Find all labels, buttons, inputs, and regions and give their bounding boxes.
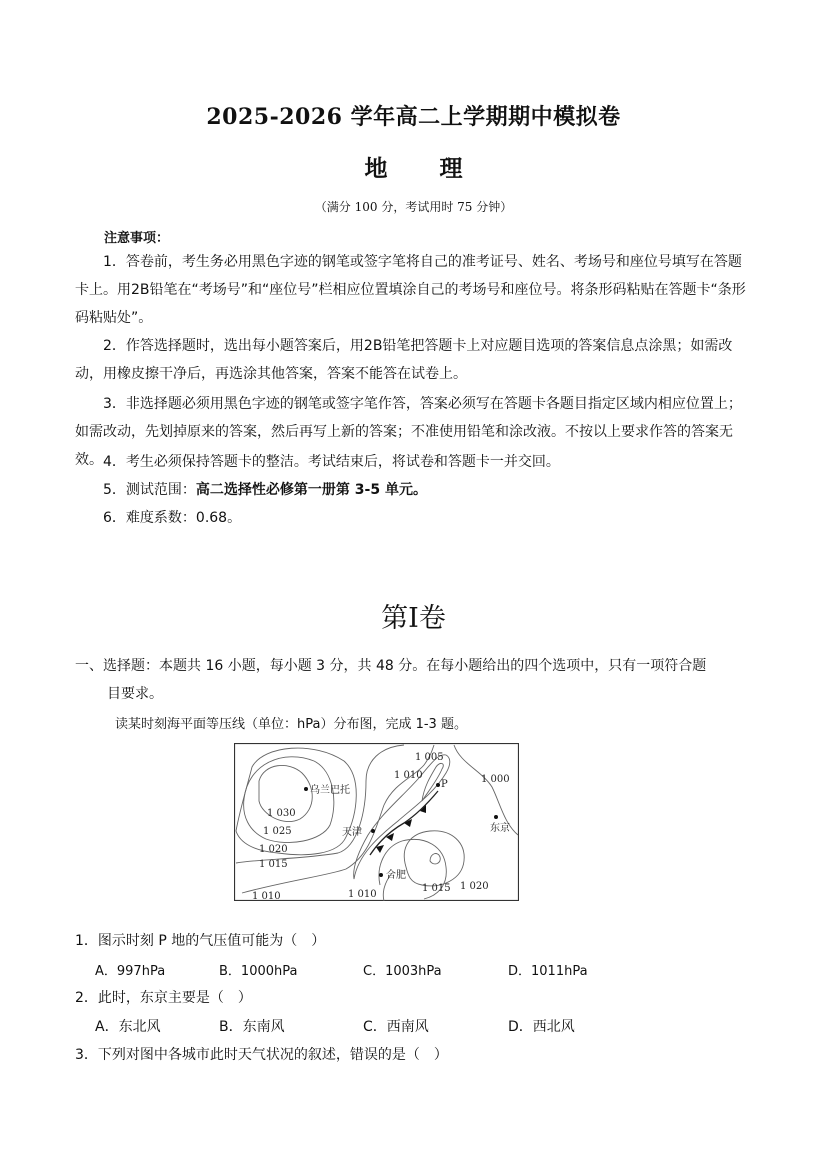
note-item-5-prefix: 5．测试范围： (103, 482, 196, 498)
notes-heading: 注意事项： (104, 231, 170, 246)
note-item-4: 4．考生必须保持答题卡的整洁。考试结束后，将试卷和答题卡一并交回。 (103, 454, 560, 470)
label-1000: 1 000 (481, 774, 510, 785)
note-item-1: 1．答卷前，考生务必用黑色字迹的钢笔或签字笔将自己的准考证号、姓名、考场号和座位号填写在答题卡上。用2B铅笔在“考场号”和“座位号”栏相应位置填涂自己的考场号和座位号。将条形码粘贴在答题卡“条形码粘贴处”。 (75, 254, 746, 326)
label-hefei: 合肥 (386, 870, 406, 881)
label-1010-top: 1 010 (394, 770, 423, 781)
question-1-option-b: B．1000hPa (219, 964, 298, 979)
ulaanbaatar-dot (304, 787, 308, 791)
question-1-option-a: A．997hPa (95, 964, 166, 979)
tokyo-dot (494, 815, 498, 819)
map-frame (235, 744, 519, 901)
exam-title: 2025-2026 学年高二上学期期中模拟卷 (206, 104, 621, 130)
label-1005: 1 005 (415, 752, 444, 763)
label-1020-left: 1 020 (259, 844, 288, 855)
section-title: 第Ⅰ卷 (381, 603, 446, 634)
note-item-6: 6．难度系数：0.68。 (103, 510, 242, 526)
question-2-option-b: B．东南风 (219, 1019, 285, 1035)
label-1015-bottom: 1 015 (422, 883, 451, 894)
question-2-stem: 2．此时，东京主要是（ ） (75, 990, 252, 1006)
label-1025: 1 025 (263, 826, 292, 837)
note-item-3: 3．非选择题必须用黑色字迹的钢笔或签字笔作答，答案必须写在答题卡各题目指定区域内相应位置上；如需改动，先划掉原来的答案，然后再写上新的答案；不准使用铅笔和涂改液。不按以上要求作答的答案无效。 (75, 396, 742, 468)
reading-prompt: 读某时刻海平面等压线（单位：hPa）分布图，完成 1-3 题。 (115, 717, 467, 732)
question-2-option-c: C．西南风 (363, 1019, 429, 1035)
note-item-5-scope: 高二选择性必修第一册第 3-5 单元。 (195, 482, 427, 498)
hefei-dot (379, 873, 383, 877)
label-1010-bottomleft: 1 010 (252, 891, 281, 901)
label-1015-left: 1 015 (259, 859, 288, 870)
label-tianjin: 天津 (342, 827, 362, 838)
tianjin-dot (371, 829, 375, 833)
question-1-option-c: C．1003hPa (363, 964, 442, 979)
label-tokyo: 东京 (490, 823, 510, 834)
note-item-2: 2．作答选择题时，选出每小题答案后，用2B铅笔把答题卡上对应题目选项的答案信息点涂黑；如需改动，用橡皮擦干净后，再选涂其他答案，答案不能答在试卷上。 (75, 338, 733, 382)
question-2-option-a: A．东北风 (95, 1019, 161, 1035)
isobar-map (234, 743, 519, 901)
question-1-stem: 1．图示时刻 P 地的气压值可能为（ ） (75, 933, 326, 949)
question-1-option-d: D．1011hPa (508, 964, 588, 979)
label-1030: 1 030 (267, 808, 296, 819)
part-line-2: 目要求。 (107, 686, 163, 702)
label-ulaanbaatar: 乌兰巴托 (310, 785, 350, 796)
subject-title: 地 理 (364, 155, 485, 182)
label-p: P (441, 779, 448, 790)
note-item-5 (75, 476, 755, 504)
label-1020-right: 1 020 (460, 881, 489, 892)
part-line-1: 一、选择题：本题共 16 小题，每小题 3 分，共 48 分。在每小题给出的四个选项中，只有一项符合题 (75, 658, 707, 674)
label-1010-bottom: 1 010 (348, 889, 377, 900)
question-2-option-d: D．西北风 (508, 1019, 575, 1035)
p-dot (436, 783, 440, 787)
part-instructions (75, 652, 755, 708)
question-3-stem: 3．下列对图中各城市此时天气状况的叙述，错误的是（ ） (75, 1047, 448, 1063)
exam-meta: （满分 100 分，考试用时 75 分钟） (314, 200, 513, 214)
